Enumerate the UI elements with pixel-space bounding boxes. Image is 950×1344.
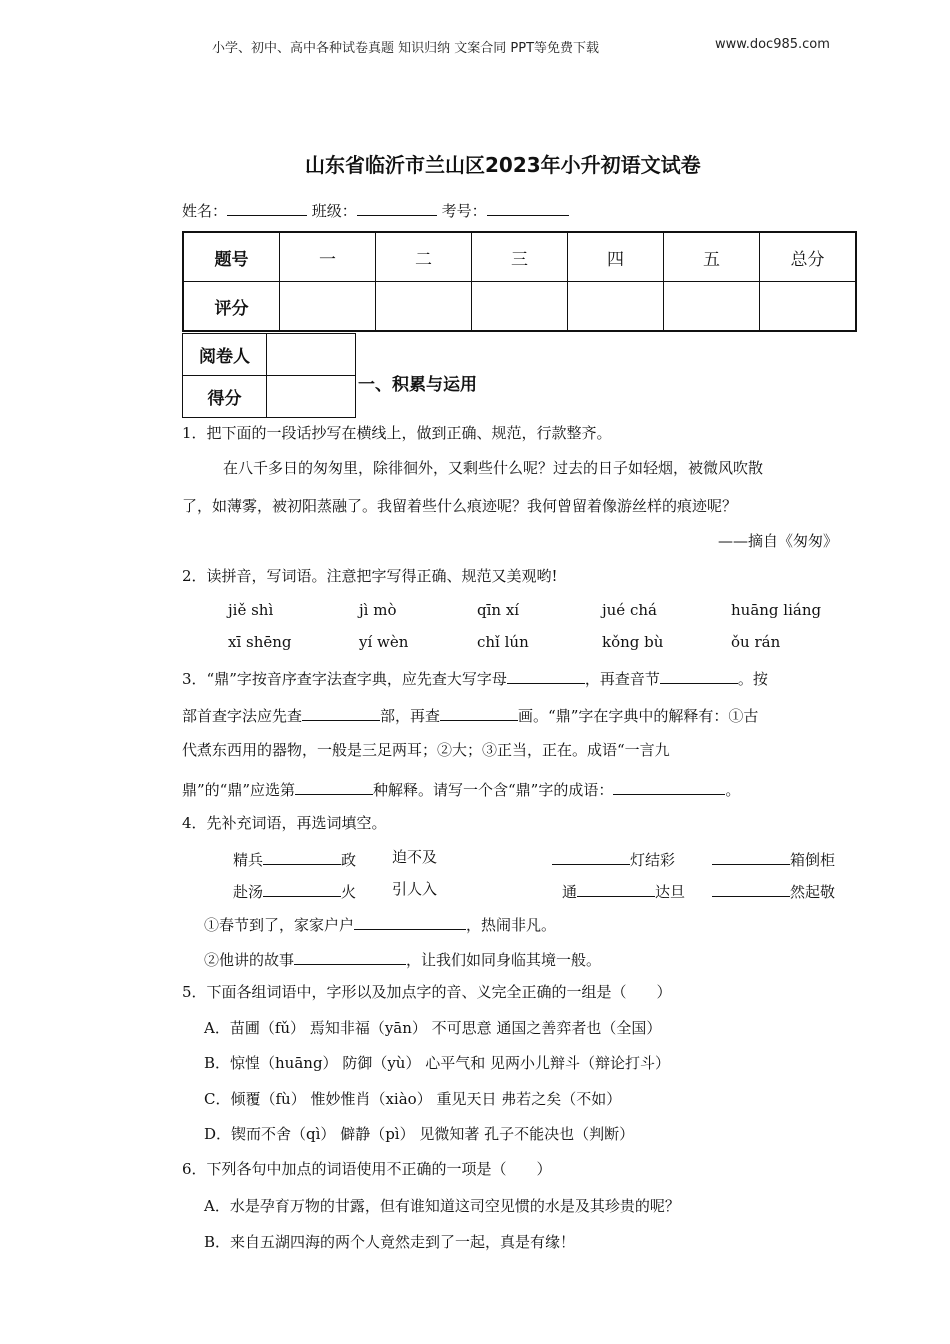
- score-table-score-row: [183, 282, 856, 332]
- pinyin-item: ǒu rán: [731, 633, 781, 651]
- score-cell[interactable]: [376, 282, 472, 332]
- pinyin-item: kǒng bù: [602, 633, 664, 651]
- pinyin-item: jiě shì: [228, 601, 274, 619]
- option-c[interactable]: C．倾覆（fù） 惟妙惟肖（xiào） 重见天日 弗若之矣（不如）: [204, 1090, 622, 1108]
- idiom-item: 精兵 政: [233, 851, 357, 869]
- score-table: [182, 231, 857, 332]
- student-info-line: [182, 201, 569, 219]
- exam-no-blank[interactable]: [487, 201, 569, 216]
- option-d[interactable]: D．锲而不舍（qì） 僻静（pì） 见微知著 孔子不能决也（判断）: [204, 1125, 635, 1143]
- idiom-item: 箱倒柜: [712, 850, 835, 868]
- question-1-passage-line: 在八千多日的匆匆里，除徘徊外，又剩些什么呢？过去的日子如轻烟，被微风吹散: [223, 459, 764, 477]
- score-cell[interactable]: [664, 282, 760, 332]
- site-banner-text: 小学、初中、高中各种试卷真题 知识归纳 文案合同 PPT等免费下载: [212, 41, 600, 56]
- score-header-cell: 二: [376, 232, 472, 282]
- answer-blank[interactable]: [552, 850, 630, 865]
- q3-text: 种解释。请写一个含“鼎”字的成语：: [373, 781, 614, 799]
- option-a[interactable]: A．水是孕育万物的甘露，但有谁知道这司空见惯的水是及其珍贵的呢？: [204, 1197, 680, 1215]
- idiom-item: 通 达旦: [562, 883, 686, 901]
- q3-text: 部首查字法应先查: [182, 707, 303, 725]
- q3-text: 。按: [737, 670, 768, 688]
- idiom-item: 灯结彩: [552, 850, 675, 868]
- score-cell[interactable]: [568, 282, 664, 332]
- q3-text: 部，再查: [380, 707, 441, 725]
- pinyin-item: chǐ lún: [477, 633, 529, 651]
- question-1-passage-line: 了，如薄雾，被初阳蒸融了。我留着些什么痕迹呢？我何曾留着像游丝样的痕迹呢？: [182, 497, 738, 515]
- idiom-item: 然起敬: [712, 882, 835, 900]
- q3-text: ，再查音节: [584, 670, 660, 688]
- q3-text: 。: [725, 781, 741, 799]
- answer-blank[interactable]: [577, 882, 655, 897]
- idiom-item: 迫不及: [392, 848, 438, 866]
- reviewer-table: [182, 333, 356, 418]
- q3-text: 鼎”的“鼎”应选第: [182, 781, 296, 799]
- pinyin-item: jué chá: [602, 601, 657, 619]
- section-score-cell[interactable]: [267, 376, 356, 418]
- pinyin-item: jì mò: [359, 601, 397, 619]
- name-label: 姓名：: [182, 202, 228, 220]
- option-b[interactable]: B．来自五湖四海的两个人竟然走到了一起，真是有缘！: [204, 1233, 576, 1251]
- site-url: www.doc985.com: [715, 37, 830, 52]
- question-2-stem: 2．读拼音，写词语。注意把字写得正确、规范又美观哟!: [182, 567, 558, 585]
- score-row-label: 评分: [183, 282, 280, 332]
- idiom-item: 赴汤 火: [233, 883, 357, 901]
- class-label: 班级：: [311, 202, 357, 220]
- section-score-label: 得分: [183, 376, 267, 418]
- class-blank[interactable]: [357, 201, 437, 216]
- pinyin-item: qīn xí: [477, 601, 520, 619]
- answer-blank[interactable]: [712, 850, 790, 865]
- question-6-stem: 6．下列各句中加点的词语使用不正确的一项是（ ）: [182, 1160, 552, 1178]
- exam-no-label: 考号：: [441, 202, 487, 220]
- score-table-header-row: [183, 232, 856, 282]
- answer-blank[interactable]: [440, 706, 518, 721]
- option-a[interactable]: A．苗圃（fǔ） 焉知非福（yān） 不可思意 通国之善弈者也（全国）: [204, 1019, 662, 1037]
- question-1-source: ——摘自《匆匆》: [718, 532, 839, 550]
- answer-blank[interactable]: [295, 780, 373, 795]
- question-3-line: [182, 780, 740, 798]
- answer-blank[interactable]: [613, 780, 725, 795]
- q3-text: 画。“鼎”字在字典中的解释有：①古: [518, 707, 759, 725]
- score-header-cell: 总分: [760, 232, 857, 282]
- question-4-stem: 4．先补充词语，再选词填空。: [182, 814, 387, 832]
- question-5-stem: 5．下面各组词语中，字形以及加点字的音、义完全正确的一组是（ ）: [182, 983, 672, 1001]
- question-3-line: 代煮东西用的器物，一般是三足两耳；②大；③正当，正在。成语“一言九: [182, 741, 670, 759]
- question-3-line: [182, 706, 758, 724]
- answer-blank[interactable]: [302, 706, 380, 721]
- pinyin-item: yí wèn: [359, 633, 409, 651]
- question-4-sentence: ②他讲的故事 ，让我们如同身临其境一般。: [204, 951, 602, 969]
- answer-blank[interactable]: [507, 669, 585, 684]
- pinyin-item: huāng liáng: [731, 601, 822, 619]
- score-cell[interactable]: [280, 282, 376, 332]
- pinyin-item: xī shēng: [228, 633, 292, 651]
- reviewer-cell[interactable]: [267, 334, 356, 376]
- score-header-cell: 题号: [183, 232, 280, 282]
- answer-blank[interactable]: [294, 950, 406, 965]
- score-header-cell: 一: [280, 232, 376, 282]
- score-header-cell: 四: [568, 232, 664, 282]
- score-header-cell: 三: [472, 232, 568, 282]
- answer-blank[interactable]: [263, 850, 341, 865]
- question-3-line: [182, 669, 768, 687]
- question-4-sentence: ①春节到了，家家户户 ，热闹非凡。: [204, 916, 557, 934]
- score-cell[interactable]: [760, 282, 857, 332]
- question-1-stem: 1．把下面的一段话抄写在横线上，做到正确、规范，行款整齐。: [182, 424, 612, 442]
- answer-blank[interactable]: [354, 915, 466, 930]
- option-b[interactable]: B．惊惶（huāng） 防御（yù） 心平气和 见两小儿辩斗（辩论打斗）: [204, 1054, 670, 1072]
- answer-blank[interactable]: [712, 882, 790, 897]
- section-heading: 一、积累与运用: [358, 375, 477, 395]
- answer-blank[interactable]: [660, 669, 738, 684]
- q3-text: 3．“鼎”字按音序查字法查字典，应先查大写字母: [182, 670, 507, 688]
- reviewer-label: 阅卷人: [183, 334, 267, 376]
- answer-blank[interactable]: [263, 882, 341, 897]
- name-blank[interactable]: [227, 201, 307, 216]
- page-title: 山东省临沂市兰山区2023年小升初语文试卷: [305, 153, 701, 177]
- score-header-cell: 五: [664, 232, 760, 282]
- idiom-item: 引人入: [392, 880, 438, 898]
- score-cell[interactable]: [472, 282, 568, 332]
